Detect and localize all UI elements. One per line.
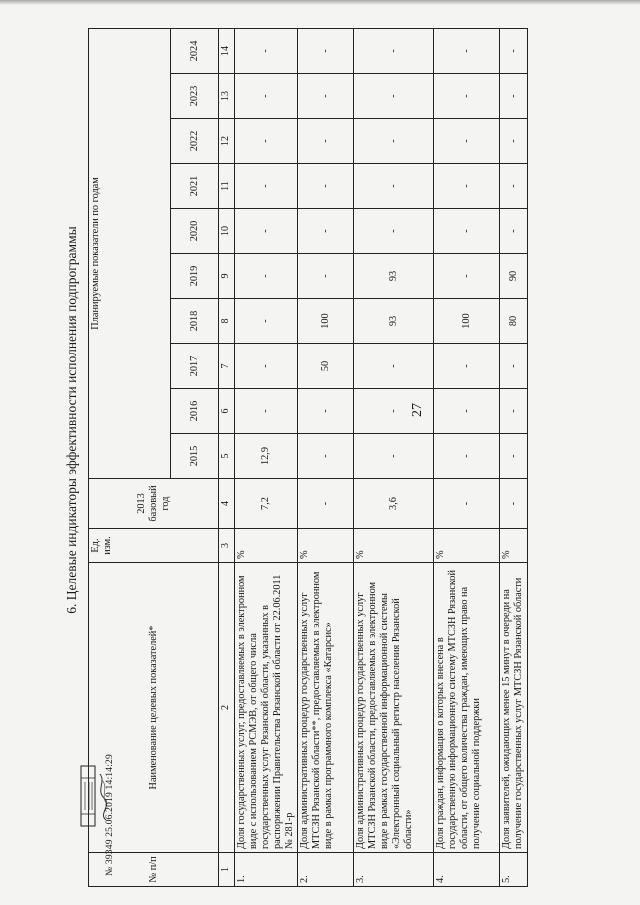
header-year: 2022 <box>171 119 219 164</box>
header-num: № п/п <box>89 853 219 887</box>
header-name: Наименование целевых показателей* <box>89 563 219 853</box>
row-number: 2. <box>298 853 354 887</box>
value-cell: - <box>434 254 500 299</box>
value-cell: 3,6 <box>354 479 434 529</box>
column-number: 7 <box>219 344 235 389</box>
value-cell: - <box>434 164 500 209</box>
value-cell: - <box>434 434 500 479</box>
value-cell: - <box>298 28 354 73</box>
value-cell: - <box>434 28 500 73</box>
indicator-name: Доля административных процедур государственных услуг МТСЗН Рязанской области**, предоставляемых в электронном виде в рамках программного комплекса «Катарсис» <box>298 563 354 853</box>
header-planned: Планируемые показатели по годам <box>89 28 171 478</box>
value-cell: - <box>354 434 434 479</box>
value-cell: - <box>434 389 500 434</box>
registration-note: № 39349 25.06.2019 14:14:29 <box>105 754 115 876</box>
table-row <box>235 28 298 886</box>
column-number: 2 <box>219 563 235 853</box>
header-year: 2017 <box>171 344 219 389</box>
value-cell: - <box>298 389 354 434</box>
column-number: 9 <box>219 254 235 299</box>
value-cell: - <box>500 344 528 389</box>
unit-cell: % <box>500 529 528 563</box>
value-cell: - <box>354 389 434 434</box>
value-cell: - <box>235 28 298 73</box>
value-cell: 80 <box>500 299 528 344</box>
value-cell: - <box>298 164 354 209</box>
value-cell: - <box>298 434 354 479</box>
column-number: 12 <box>219 119 235 164</box>
value-cell: 90 <box>500 254 528 299</box>
column-number: 13 <box>219 74 235 119</box>
table-row <box>298 28 354 886</box>
table-body <box>235 28 528 886</box>
value-cell: 100 <box>298 299 354 344</box>
header-year: 2020 <box>171 209 219 254</box>
header-year: 2019 <box>171 254 219 299</box>
indicator-name: Доля государственных услуг, предоставляемых в электронном виде с использованием РСМЭВ, от общего числа государственных услуг Рязанской области, указанных в распоряжении Правительства Рязанской области от 22.06.2011 № 281-р <box>235 563 298 853</box>
value-cell: 7,2 <box>235 479 298 529</box>
value-cell: - <box>500 209 528 254</box>
value-cell: - <box>354 74 434 119</box>
indicator-name: Доля заявителей, ожидающих менее 15 минут в очереди на получение государственных услуг МТСЗН Рязанской области <box>500 563 528 853</box>
value-cell: - <box>434 119 500 164</box>
value-cell: - <box>235 299 298 344</box>
header-unit: Ед. изм. <box>89 529 219 563</box>
row-number: 4. <box>434 853 500 887</box>
header-year: 2023 <box>171 74 219 119</box>
value-cell: - <box>235 389 298 434</box>
value-cell: - <box>500 74 528 119</box>
value-cell: - <box>298 74 354 119</box>
row-number: 3. <box>354 853 434 887</box>
value-cell: - <box>298 479 354 529</box>
value-cell: - <box>434 479 500 529</box>
header-year: 2018 <box>171 299 219 344</box>
value-cell: - <box>354 119 434 164</box>
section-title: 6. Целевые индикаторы эффективности исполнения подпрограммы <box>64 226 79 614</box>
value-cell: - <box>235 209 298 254</box>
header-year: 2015 <box>171 434 219 479</box>
value-cell: - <box>434 74 500 119</box>
value-cell: - <box>354 164 434 209</box>
value-cell: - <box>354 28 434 73</box>
unit-cell: % <box>235 529 298 563</box>
column-number: 10 <box>219 209 235 254</box>
header-year: 2024 <box>171 28 219 73</box>
page-number: 27 <box>410 403 425 417</box>
value-cell: - <box>500 434 528 479</box>
header-base-year: 2013 базовый год <box>89 479 219 529</box>
table-row <box>434 28 500 886</box>
value-cell: 93 <box>354 299 434 344</box>
column-number: 11 <box>219 164 235 209</box>
value-cell: - <box>500 389 528 434</box>
value-cell: - <box>500 119 528 164</box>
unit-cell: % <box>434 529 500 563</box>
value-cell: - <box>354 209 434 254</box>
column-numbers-row <box>219 28 235 886</box>
unit-cell: % <box>354 529 434 563</box>
header-year: 2016 <box>171 389 219 434</box>
value-cell: 50 <box>298 344 354 389</box>
value-cell: - <box>235 344 298 389</box>
column-number: 4 <box>219 479 235 529</box>
column-number: 14 <box>219 28 235 73</box>
column-number: 1 <box>219 853 235 887</box>
unit-cell: % <box>298 529 354 563</box>
value-cell: - <box>235 254 298 299</box>
indicator-name: Доля административных процедур государственных услуг МТСЗН Рязанской области, предоставляемых в электронном виде в рамках государственной информационной системы «Электронный социальный регистр населения Рязанской области» <box>354 563 434 853</box>
value-cell: - <box>235 74 298 119</box>
value-cell: - <box>500 164 528 209</box>
rotated-table-container <box>88 29 526 887</box>
header-year: 2021 <box>171 164 219 209</box>
value-cell: - <box>298 209 354 254</box>
value-cell: - <box>298 119 354 164</box>
value-cell: - <box>235 164 298 209</box>
column-number: 5 <box>219 434 235 479</box>
value-cell: - <box>298 254 354 299</box>
row-number: 5. <box>500 853 528 887</box>
value-cell: 100 <box>434 299 500 344</box>
table-row <box>500 28 528 886</box>
column-number: 6 <box>219 389 235 434</box>
indicator-name: Доля граждан, информация о которых внесена в государственную информационную систему МТСЗН Рязанской области, от общего количества граждан, имеющих право на получение социальной поддержки <box>434 563 500 853</box>
value-cell: - <box>500 28 528 73</box>
value-cell: - <box>434 344 500 389</box>
value-cell: - <box>235 119 298 164</box>
scan-edge <box>0 0 640 5</box>
indicators-table <box>88 28 528 887</box>
row-number: 1. <box>235 853 298 887</box>
value-cell: 93 <box>354 254 434 299</box>
value-cell: 12,9 <box>235 434 298 479</box>
value-cell: - <box>434 209 500 254</box>
column-number: 3 <box>219 529 235 563</box>
table-row <box>354 28 434 886</box>
value-cell: - <box>354 344 434 389</box>
column-number: 8 <box>219 299 235 344</box>
header-row <box>89 28 171 886</box>
value-cell: - <box>500 479 528 529</box>
